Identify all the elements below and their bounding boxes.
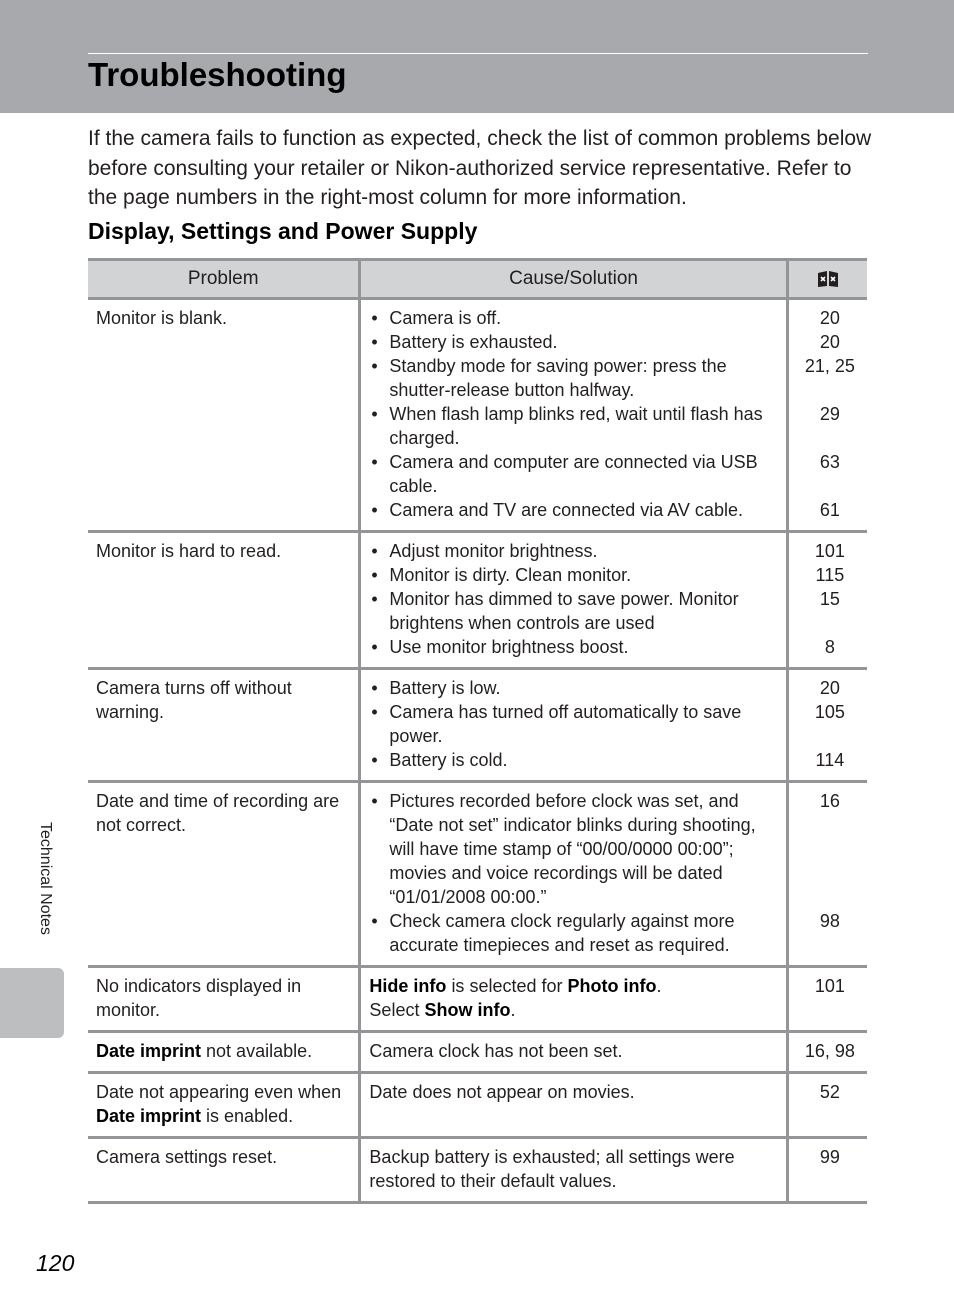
cause-item: • Monitor has dimmed to save power. Monitor brightens when controls are used [369,587,781,635]
cause-text: is selected for [451,976,563,996]
page-ref: 16 [819,791,840,811]
hide-info-term: Hide info [369,976,447,996]
cause-cell: Backup battery is exhausted; all settings were restored to their default values. [360,1138,787,1203]
cause-item: • Camera and TV are connected via AV cable. [369,498,781,522]
cause-cell: Camera clock has not been set. [360,1032,787,1073]
photo-info-term: Photo info [567,976,657,996]
page-title: Troubleshooting [88,56,347,93]
table-row [88,1073,867,1138]
intro-paragraph: If the camera fails to function as expected, check the list of common problems below before consulting your retailer or Nikon-authorized service representative. Refer to the page numbers in the right-most column for more information. [88,127,872,209]
table-row [88,782,867,967]
date-imprint-term: Date imprint [96,1041,202,1061]
page-ref: 20 [819,332,840,352]
page-reference-icon [817,270,839,288]
page-ref: 61 [819,500,840,520]
cause-item: • Adjust monitor brightness. [369,539,781,563]
cause-item: • Use monitor brightness boost. [369,635,781,659]
page-cell [787,532,867,669]
cause-item: • Camera has turned off automatically to save power. [369,700,781,748]
table-row [88,532,867,669]
page-ref: 105 [814,702,845,722]
problem-text: not available. [206,1041,313,1061]
page-number: 120 [36,1250,75,1276]
page-ref: 20 [819,308,840,328]
problem-cell [88,1073,360,1138]
page-cell [787,782,867,967]
page-cell: 99 [787,1138,867,1203]
table-row [88,299,867,532]
page-ref: 101 [814,541,845,561]
section-tab [0,968,64,1038]
cause-item: • Camera and computer are connected via USB cable. [369,450,781,498]
page-cell: 16, 98 [787,1032,867,1073]
problem-cell: No indicators displayed in monitor. [88,967,360,1032]
cause-cell [360,967,787,1032]
problem-cell: Camera settings reset. [88,1138,360,1203]
table-row [88,1138,867,1203]
table-row [88,669,867,782]
page-ref: 15 [819,589,840,609]
cause-cell [360,669,787,782]
punctuation: . [510,1000,516,1020]
problem-cell: Camera turns off without warning. [88,669,360,782]
cause-item: • Monitor is dirty. Clean monitor. [369,563,781,587]
cause-item: • Standby mode for saving power: press the shutter-release button halfway. [369,354,781,402]
page-cell: 52 [787,1073,867,1138]
problem-text: Date not appearing even when [96,1082,342,1102]
cause-cell [360,782,787,967]
page-cell [787,299,867,532]
cause-item: • Battery is low. [369,676,781,700]
cause-item: • Battery is cold. [369,748,781,772]
cause-cell [360,299,787,532]
page-ref: 20 [819,678,840,698]
section-title: Display, Settings and Power Supply [88,218,478,244]
page-ref: 8 [824,637,835,657]
header-cause: Cause/Solution [360,260,787,299]
cause-cell: Date does not appear on movies. [360,1073,787,1138]
troubleshooting-table [88,258,867,1204]
cause-item: • Camera is off. [369,306,781,330]
header-rule [88,53,868,54]
cause-item: • Battery is exhausted. [369,330,781,354]
page-ref: 29 [819,404,840,424]
show-info-term: Show info [424,1000,511,1020]
page-ref: 63 [819,452,840,472]
problem-text: is enabled. [206,1106,294,1126]
page-ref: 98 [819,911,840,931]
page-ref: 114 [815,750,845,770]
page-cell [787,669,867,782]
table-row [88,967,867,1032]
section-side-label: Technical Notes [37,822,54,935]
cause-item: • When flash lamp blinks red, wait until flash has charged. [369,402,781,450]
page-cell: 101 [787,967,867,1032]
page-ref: 21, 25 [804,356,855,376]
cause-text: Select [369,1000,420,1020]
problem-cell [88,1032,360,1073]
cause-item: • Pictures recorded before clock was set, and “Date not set” indicator blinks during shooting, will have time stamp of “00/00/0000 00:00”; movies and voice recordings will be dated “01/01/2008 00:00.” [369,789,781,909]
table-row [88,1032,867,1073]
header-page [787,260,867,299]
date-imprint-term: Date imprint [96,1106,202,1126]
table-header-row [88,260,867,299]
cause-item: • Check camera clock regularly against more accurate timepieces and reset as required. [369,909,781,957]
punctuation: . [656,976,662,996]
problem-cell: Date and time of recording are not correct. [88,782,360,967]
problem-cell: Monitor is hard to read. [88,532,360,669]
header-problem: Problem [88,260,360,299]
page-ref: 115 [815,565,845,585]
cause-cell [360,532,787,669]
problem-cell: Monitor is blank. [88,299,360,532]
